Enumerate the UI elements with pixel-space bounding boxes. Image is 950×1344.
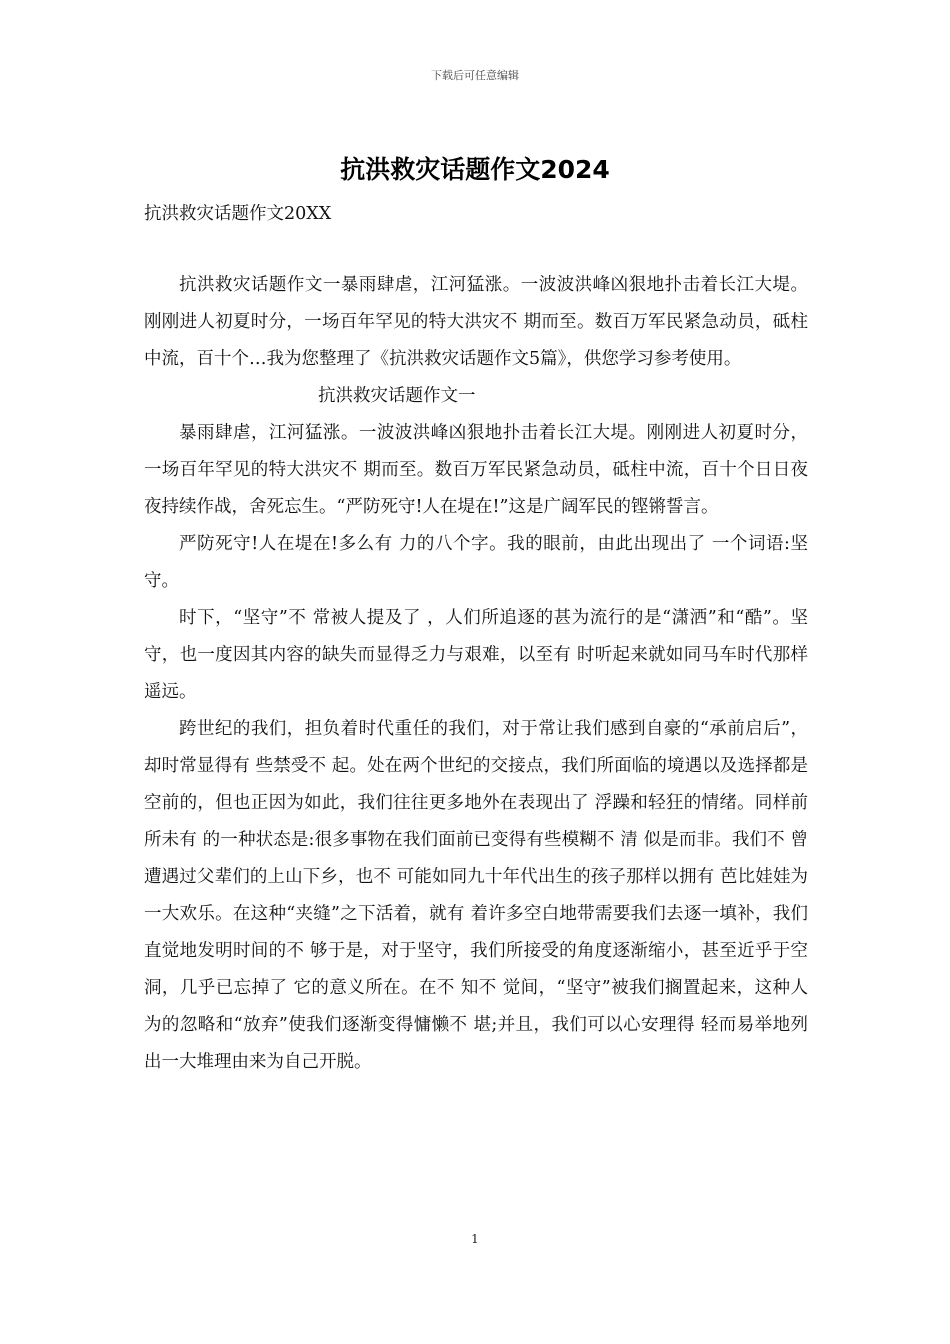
body-paragraph: 严防死守!人在堤在!多么有 力的八个字。我的眼前，由此出现出了 一个词语:坚守。 <box>144 534 808 591</box>
document-subtitle: 抗洪救灾话题作文20XX <box>144 204 332 224</box>
body-paragraph: 暴雨肆虐，江河猛涨。一波波洪峰凶狠地扑击着长江大堤。刚刚进人初夏时分，一场百年罕见的特大洪灾不 期而至。数百万军民紧急动员，砥柱中流，百十个日日夜夜持续作战，舍死忘生。“严防死守!人在堤在!”这是广阔军民的铿锵誓言。 <box>144 423 808 517</box>
header-note: 下载后可任意编辑 <box>431 69 519 82</box>
document-title: 抗洪救灾话题作文2024 <box>340 155 610 184</box>
body-paragraph: 时下，“坚守”不 常被人提及了 ，人们所追逐的甚为流行的是“潇洒”和“酷”。坚守，也一度因其内容的缺失而显得乏力与艰难，以至有 时听起来就如同马车时代那样遥远。 <box>144 608 808 702</box>
intro-paragraph: 抗洪救灾话题作文一暴雨肆虐，江河猛涨。一波波洪峰凶狠地扑击着长江大堤。刚刚进人初夏时分，一场百年罕见的特大洪灾不 期而至。数百万军民紧急动员，砥柱中流，百十个…我为您整理了《抗洪救灾话题作文5篇》，供您学习参考使用。 <box>144 275 808 369</box>
document-body <box>144 267 808 1081</box>
page-number: 1 <box>471 1232 479 1246</box>
body-paragraph: 跨世纪的我们，担负着时代重任的我们，对于常让我们感到自豪的“承前启后”，却时常显得有 些禁受不 起。处在两个世纪的交接点，我们所面临的境遇以及选择都是空前的，但也正因为如此，我们往往更多地外在表现出了 浮躁和轻狂的情绪。同样前所未有 的一种状态是:很多事物在我们面前已变得有些模糊不 清 似是而非。我们不 曾遭遇过父辈们的上山下乡，也不 可能如同九十年代出生的孩子那样以拥有 芭比娃娃为一大欢乐。在这种“夹缝”之下活着，就有 着许多空白地带需要我们去逐一填补，我们直觉地发明时间的不 够于是，对于坚守，我们所接受的角度逐渐缩小，甚至近乎于空洞，几乎已忘掉了 它的意义所在。在不 知不 觉间，“坚守”被我们搁置起来，这种人为的忽略和“放弃”使我们逐渐变得慵懒不 堪;并且，我们可以心安理得 轻而易举地列出一大堆理由来为自己开脱。 <box>144 719 808 1072</box>
section-heading: 抗洪救灾话题作文一 <box>318 386 476 406</box>
